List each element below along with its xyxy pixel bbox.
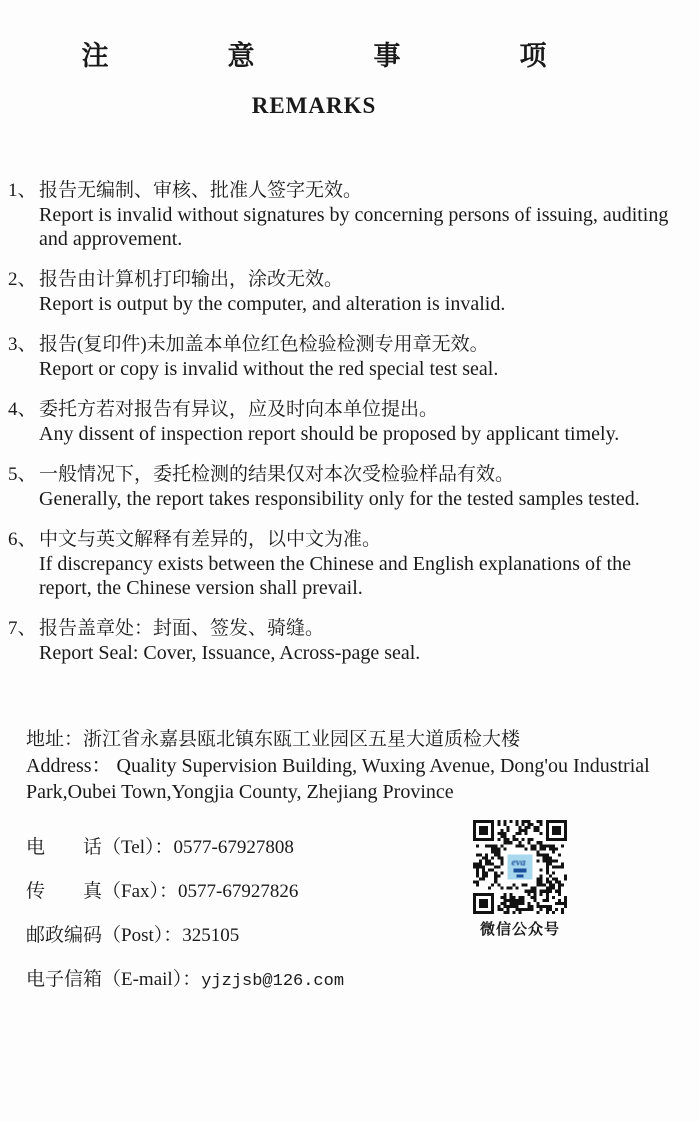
post-label: 邮政编码（Post）： [26, 925, 183, 946]
remark-text-en: Report or copy is invalid without the red special test seal. [39, 358, 499, 380]
remark-text-cn: 报告无编制、审核、批准人签字无效。 [39, 180, 363, 201]
qr-code [473, 820, 567, 914]
remark-number: 7、 [8, 618, 37, 639]
email-label: 电子信箱（E-mail）： [26, 969, 202, 990]
remark-item [8, 617, 699, 665]
qr-caption: 微信公众号 [479, 922, 560, 938]
remark-text-cn: 报告盖章处：封面、签发、骑缝。 [39, 618, 325, 639]
remark-text-en: Report is invalid without signatures by concerning persons of issuing, auditing and approvement. [39, 204, 669, 250]
remark-item [8, 268, 699, 316]
remark-number: 2、 [8, 269, 37, 290]
remarks-list [0, 179, 699, 665]
remark-text-cn: 报告由计算机打印输出，涂改无效。 [39, 269, 344, 290]
page-title-cn: 注 意 事 项 [81, 41, 593, 71]
remark-number: 6、 [8, 529, 37, 550]
remark-text-cn: 中文与英文解释有差异的，以中文为准。 [39, 529, 382, 550]
contact-row-email [26, 967, 699, 995]
email-value: yjzjsb@126.com [201, 972, 345, 991]
remark-item [8, 463, 699, 511]
page-header [0, 0, 628, 119]
address-block [0, 727, 670, 805]
remark-text-cn: 报告(复印件)未加盖本单位红色检验检测专用章无效。 [39, 334, 489, 355]
tel-value: 0577-67927808 [173, 837, 294, 858]
post-value: 325105 [182, 925, 240, 946]
remark-text-en: If discrepancy exists between the Chinese and English explanations of the report, the Chinese version shall prevail. [39, 553, 632, 599]
fax-label: 传 真（Fax）： [26, 881, 179, 902]
contact-row-tel [26, 835, 699, 861]
page-title-en: REMARKS [251, 93, 377, 118]
wechat-qr-block [473, 820, 567, 939]
remark-number: 5、 [8, 464, 37, 485]
address-cn: 地址：浙江省永嘉县瓯北镇东瓯工业园区五星大道质检大楼 [26, 729, 521, 750]
fax-value: 0577-67927826 [178, 881, 299, 902]
remark-text-cn: 委托方若对报告有异议，应及时向本单位提出。 [39, 399, 439, 420]
contact-row-fax [26, 879, 699, 905]
remark-number: 1、 [8, 180, 37, 201]
remark-text-en: Any dissent of inspection report should be proposed by applicant timely. [39, 423, 620, 445]
contact-block [0, 835, 699, 995]
remark-text-en: Generally, the report takes responsibility only for the tested samples tested. [39, 488, 640, 510]
remark-item [8, 333, 699, 381]
tel-label: 电 话（Tel）： [26, 837, 174, 858]
contact-row-post [26, 923, 699, 949]
remark-number: 4、 [8, 399, 37, 420]
remark-text-cn: 一般情况下，委托检测的结果仅对本次受检验样品有效。 [39, 464, 515, 485]
remark-number: 3、 [8, 334, 37, 355]
remark-item [8, 179, 699, 251]
remark-text-en: Report is output by the computer, and alteration is invalid. [39, 293, 506, 315]
remark-text-en: Report Seal: Cover, Issuance, Across-page seal. [39, 642, 421, 664]
remark-item [8, 528, 699, 600]
address-en: Address： Quality Supervision Building, Wuxing Avenue, Dong'ou Industrial Park,Oubei Town,Yongjia County, Zhejiang Province [26, 755, 650, 803]
remark-item [8, 398, 699, 446]
